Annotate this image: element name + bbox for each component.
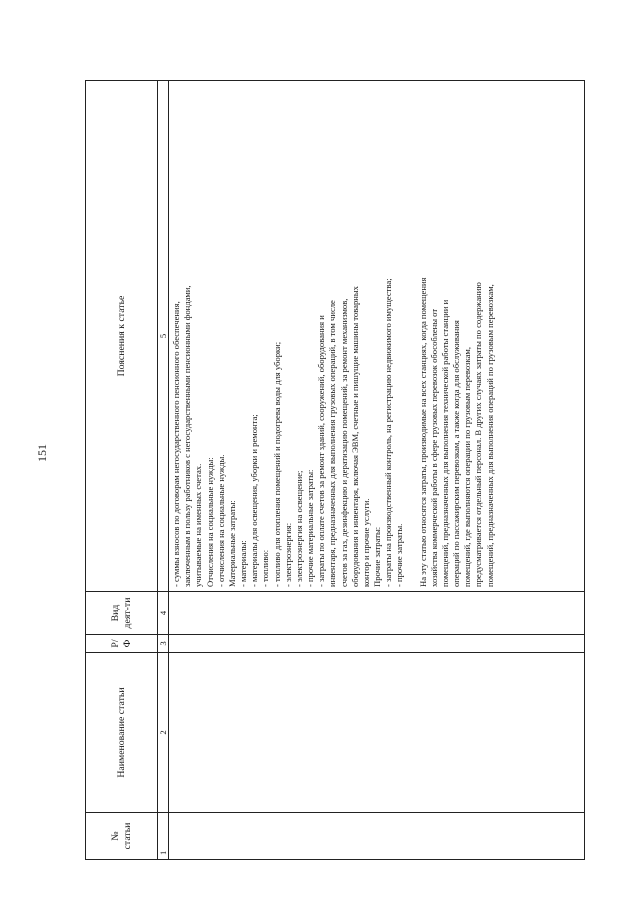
explanation-line: предусматривается отдельный персонал. В других случаях затраты по содержанию (473, 282, 484, 587)
header-rf (86, 635, 158, 653)
explanation-line: помещений, предназначенных для выполнения технической работы станции и (439, 299, 450, 587)
explanation-line: - топливо для отопления помещений и подогрева воды для уборки; (271, 341, 282, 587)
explanation-line: - топливо: (260, 549, 271, 587)
column-number-3: 3 (158, 635, 169, 653)
explanation-line: - отчисления на социальные нужды. (215, 454, 226, 587)
explanations-block-2 (418, 85, 496, 587)
explanation-line: контор и прочие услуги. (360, 498, 371, 587)
header-activity-type (86, 592, 158, 635)
header-activity-type-line-1: Вид (110, 604, 122, 622)
rotated-table-frame (85, 80, 585, 860)
header-article-number-line-2: статьи (121, 822, 133, 850)
column-numbers-row (158, 81, 169, 860)
explanation-line: операций по пассажирским перевозкам, а также когда для обслуживания (451, 320, 462, 587)
column-number-4: 4 (158, 592, 169, 635)
column-number-1: 1 (158, 813, 169, 860)
header-explanations: Пояснения к статье (86, 81, 158, 592)
explanation-line: - электроэнергия: (282, 522, 293, 587)
header-rf-line-1: Р/ (110, 639, 122, 648)
explanation-line: хозяйства коммерческой работы в сфере грузовых перевозок обособлены от (428, 308, 439, 587)
header-article-number-line-1: № (110, 831, 122, 841)
explanation-line: Материальные затраты: (226, 500, 237, 587)
explanation-line: - материалы: (238, 540, 249, 587)
header-rf-line-2: Ф (121, 639, 133, 648)
explanation-line: - прочие материальные затраты: (305, 469, 316, 587)
explanation-line: учитываемые на именных счетах. (193, 463, 204, 587)
header-article-number (86, 813, 158, 860)
explanation-line: оборудования и инвентаря, включая ЭВМ, счетные и пишущие машины товарных (349, 286, 360, 587)
explanation-line: - затраты на производственный контроль, на регистрацию недвижимого имущества; (383, 278, 394, 587)
column-number-5: 5 (158, 81, 169, 592)
explanation-line: помещений, где выполняются операции по грузовым перевозкам, (462, 346, 473, 587)
explanation-line: На эту статью относятся затраты, производимые на всех станциях, когда помещения (417, 277, 428, 587)
explanation-line: Прочие затраты: (372, 526, 383, 587)
page-number: 151 (35, 444, 49, 462)
explanations-block-1 (171, 85, 406, 587)
explanation-line: заключенным в пользу работников с негосударственными пенсионными фондами, (182, 285, 193, 587)
activity-type-cell (169, 592, 585, 635)
cost-items-table (85, 80, 585, 860)
rf-cell (169, 635, 585, 653)
explanation-line: - электроэнергия на освещение; (293, 470, 304, 587)
explanation-line: счетов за газ, дезинфекцию и дератизацию помещений, за ремонт механизмов, (338, 298, 349, 587)
explanations-cell (169, 81, 585, 592)
column-number-2: 2 (158, 653, 169, 813)
table-header-row (86, 81, 158, 860)
explanation-line: инвентаря, предназначенных для выполнения грузовых операций, в том числе (327, 300, 338, 587)
article-name-cell (169, 653, 585, 813)
explanation-line: - материалы для освещения, уборки и ремонта; (249, 414, 260, 587)
explanation-line: - суммы взносов по договорам негосударственного пенсионного обеспечения, (171, 301, 181, 587)
table-body-row (169, 81, 585, 860)
header-activity-type-line-2: деят-ти (121, 597, 133, 629)
explanation-line: - затраты по оплате счетов за ремонт зданий, сооружений, оборудования и (316, 315, 327, 587)
article-number-cell (169, 813, 585, 860)
explanation-line: - прочие затраты. (394, 523, 405, 587)
explanation-line: Отчисления на социальные нужды: (204, 457, 215, 587)
paragraph-gap (406, 85, 418, 587)
header-article-name: Наименование статьи (86, 653, 158, 813)
explanation-line: помещений, предназначенных для выполнения операций по грузовым перевозкам, (484, 284, 495, 587)
